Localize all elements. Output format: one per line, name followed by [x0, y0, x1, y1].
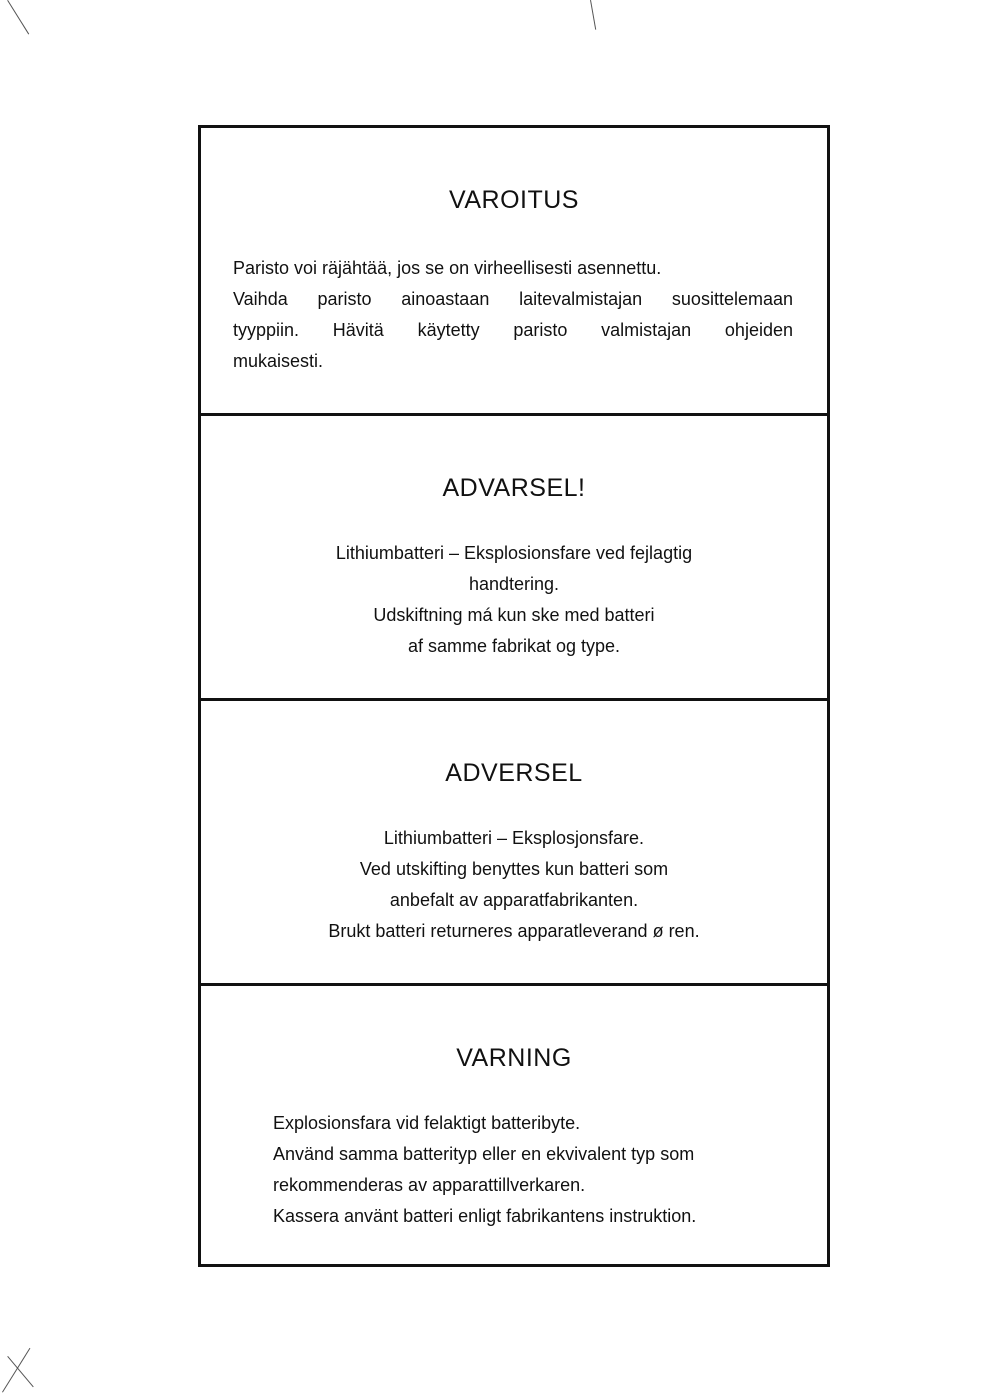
body-line: Lithiumbatteri – Eksplosjonsfare. — [383, 828, 645, 848]
body-line: anbefalt av apparatfabrikanten. — [389, 890, 639, 910]
section-body — [201, 823, 827, 947]
body-line: Explosionsfara vid felaktigt batteribyte. — [273, 1113, 581, 1133]
section-heading: ADVERSEL — [445, 759, 583, 787]
section-heading: VAROITUS — [449, 186, 579, 214]
body-line: tyyppiin. Hävitä käytetty paristo valmistajan ohjeiden — [233, 320, 793, 340]
section-swedish — [201, 983, 827, 1267]
body-line: Kassera använt batteri enligt fabrikantens instruktion. — [273, 1206, 697, 1226]
scan-mark-top-center — [590, 0, 596, 30]
warning-label-frame — [198, 125, 830, 1267]
body-line: mukaisesti. — [233, 351, 324, 371]
body-line: Vaihda paristo ainoastaan laitevalmistajan suosittelemaan — [233, 289, 793, 309]
body-line: rekommenderas av apparattillverkaren. — [273, 1175, 586, 1195]
section-heading: ADVARSEL! — [442, 474, 586, 502]
body-line: Brukt batteri returneres apparatleverand ø ren. — [328, 921, 700, 941]
body-line: handtering. — [468, 574, 560, 594]
body-line: Udskiftning má kun ske med batteri — [373, 605, 655, 625]
section-norwegian — [201, 698, 827, 983]
section-body — [273, 1108, 797, 1232]
section-danish — [201, 413, 827, 698]
scan-mark-top-left — [7, 0, 29, 34]
section-heading: VARNING — [456, 1044, 572, 1072]
body-line: Ved utskifting benyttes kun batteri som — [359, 859, 669, 879]
body-line: af samme fabrikat og type. — [407, 636, 621, 656]
body-line: Lithiumbatteri – Eksplosionsfare ved fejlagtig — [335, 543, 693, 563]
body-line: Använd samma batterityp eller en ekvivalent typ som — [273, 1144, 695, 1164]
section-body — [201, 538, 827, 662]
section-finnish — [201, 128, 827, 413]
body-line: Paristo voi räjähtää, jos se on virheellisesti asennettu. — [233, 258, 662, 278]
scan-mark-bottom-left-a — [2, 1348, 30, 1393]
section-body — [233, 253, 793, 377]
